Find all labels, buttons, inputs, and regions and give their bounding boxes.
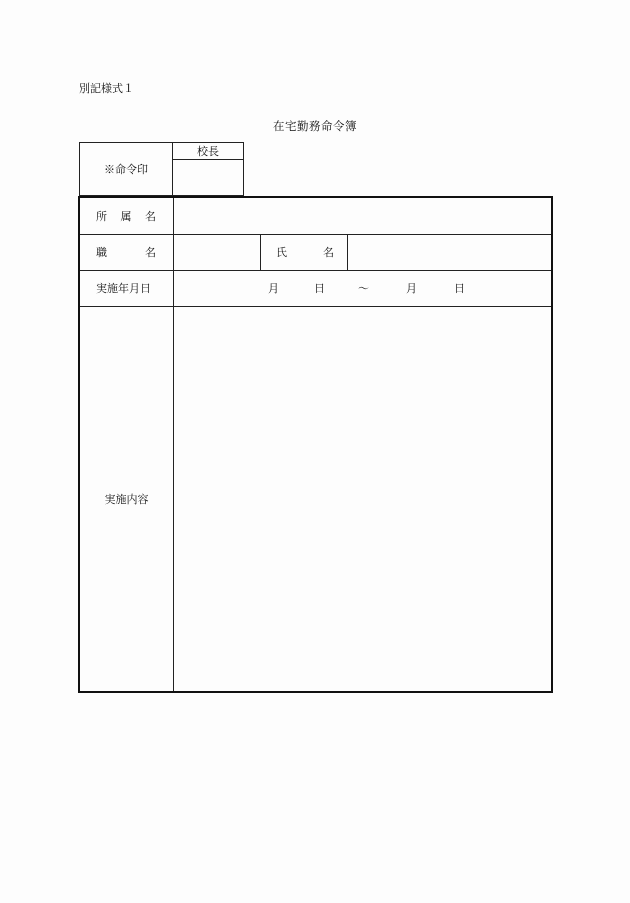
main-form-table [78,196,553,693]
start-day-label: 日 [314,282,325,295]
department-label [96,198,156,234]
date-range-tilde: ～ [358,282,369,295]
position-label-char: 職 [96,246,107,259]
name-label-char: 名 [323,246,334,259]
department-field[interactable] [174,198,551,234]
content-field[interactable] [174,306,551,691]
department-label-char: 名 [145,210,156,223]
department-label-char: 属 [120,210,132,223]
principal-stamp-box[interactable] [172,159,244,196]
name-label-char: 氏 [276,246,287,259]
end-month-label: 月 [406,282,417,295]
start-month-label: 月 [268,282,279,295]
position-label [96,234,156,270]
document-title: 在宅勤務命令簿 [273,119,357,133]
position-field[interactable] [174,234,260,270]
position-label-char: 名 [145,246,156,259]
date-field[interactable] [174,270,551,306]
column-divider [260,234,261,270]
principal-header: 校長 [172,142,244,160]
name-field[interactable] [348,234,551,270]
content-label: 実施内容 [104,492,149,506]
name-label [276,234,334,270]
end-day-label: 日 [454,282,465,295]
order-stamp-label: ※命令印 [79,142,173,196]
date-label: 実施年月日 [96,282,151,295]
department-label-char: 所 [96,210,107,223]
form-id: 別記様式１ [79,82,134,95]
